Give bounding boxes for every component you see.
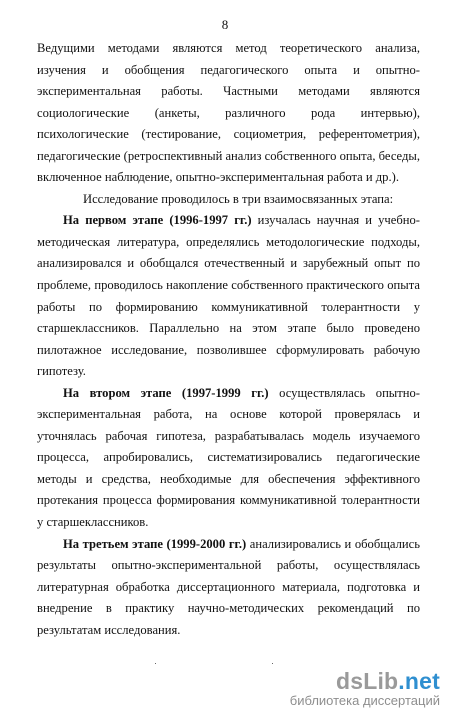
paragraph-stage-one	[37, 210, 420, 382]
scan-speck	[155, 663, 156, 664]
stage-two-label: На втором этапе (1997-1999 гг.)	[63, 385, 269, 400]
paragraph-stage-two	[37, 383, 420, 534]
paragraph-methods: Ведущими методами являются метод теоретического анализа, изучения и обобщения педагогического опыта и опытно-экспериментальная работы. Частными методами являются социологические (анкеты, различного рода интервью), психологические (тестирование, социометрия, референтометрия), педагогические (ретроспективный анализ собственного опыта, беседы, включенное наблюдение, опытно-экспериментальная работа и др.).	[37, 41, 420, 185]
paragraph-stage-three	[37, 534, 420, 642]
stage-two-text: осуществлялась опытно-экспериментальная работа, на основе которой проверялась и уточнялась рабочая гипотеза, разрабатывалась модель изучаемого процесса, апробировались, систематизировались педагогические методы и средства, необходимые для обеспечения эффективного протекания процесса формирования коммуникативной толерантности у старшеклассников.	[37, 385, 420, 530]
stage-three-text: анализировались и обобщались результаты опытно-экспериментальной работы, осуществлялась литературная обработка диссертационного материала, подготовка и внедрение в практику научно-методических рекомендаций по результатам исследования.	[37, 536, 420, 637]
paragraph-stages-intro: Исследование проводилось в три взаимосвязанных этапа:	[83, 191, 394, 206]
scan-speck	[272, 663, 273, 664]
watermark-logo-main: dsLib	[335, 668, 399, 694]
page-number: 8	[221, 17, 229, 32]
stage-one-label: На первом этапе (1996-1997 гг.)	[63, 213, 252, 228]
watermark-logo	[290, 669, 440, 693]
watermark-subtitle: библиотека диссертаций	[289, 693, 440, 708]
stage-three-label: На третьем этапе (1999-2000 гг.)	[63, 536, 247, 551]
dslib-watermark[interactable]	[290, 669, 440, 708]
document-body	[37, 38, 420, 641]
stage-one-text: изучалась научная и учебно-методическая литература, определялись методологические подходы, анализировался и обобщался отечественный и зарубежный опыт по проблеме, проводилось накопление собственного практического опыта работы по формированию коммуникативной толерантности у старшеклассников. Параллельно на этом этапе было проведено пилотажное исследование, позволившее сформулировать рабочую гипотезу.	[37, 213, 420, 379]
watermark-logo-tld: .net	[398, 668, 440, 694]
